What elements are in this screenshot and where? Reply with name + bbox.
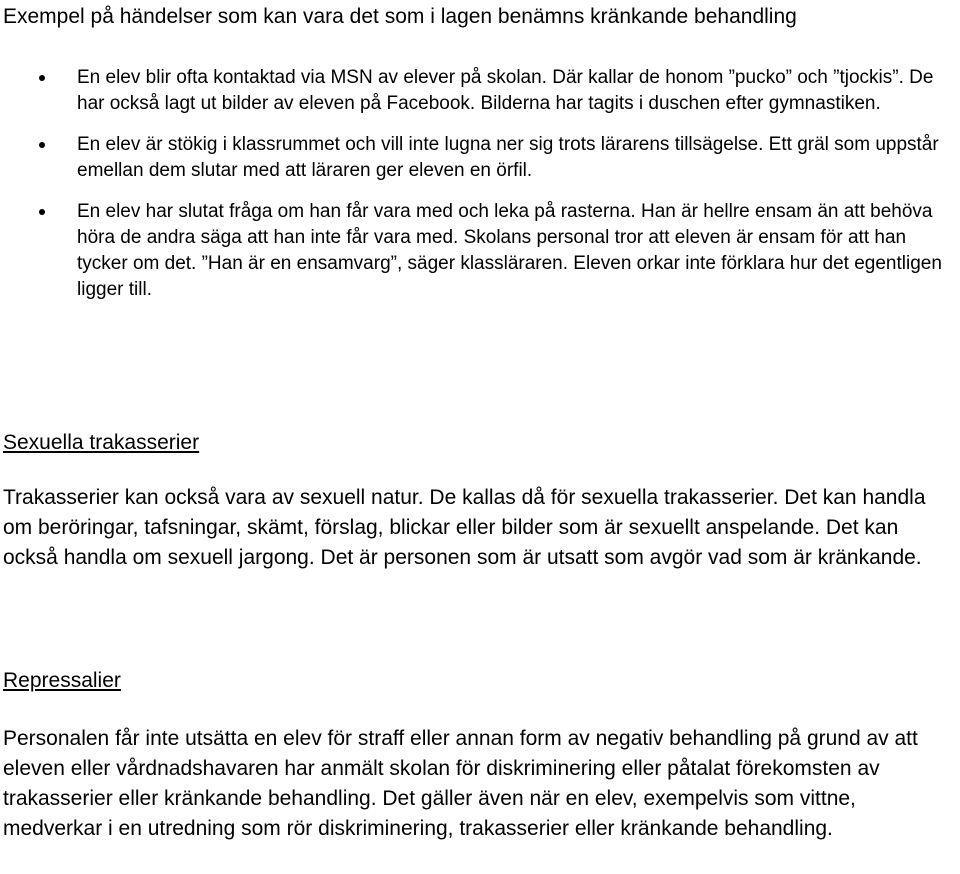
example-list (0, 65, 960, 318)
list-item (0, 199, 957, 303)
section-body-sexual-harassment: Trakasserier kan också vara av sexuell natur. De kallas då för sexuella trakasserier. Det kan handla om beröringar, tafsningar, skämt, förslag, blickar eller bilder som är sexuellt anspelande. Det kan också handla om sexuell jargong. Det är personen som är utsatt som avgör vad som är kränkande. (3, 486, 926, 570)
bullet-icon (39, 209, 45, 215)
list-item (0, 65, 957, 117)
list-item (0, 132, 957, 184)
bullet-icon (39, 142, 45, 148)
list-item-text: En elev blir ofta kontaktad via MSN av elever på skolan. Där kallar de honom ”pucko” och ”tjockis”. De har också lagt ut bilder av eleven på Facebook. Bilderna har tagits i duschen efter gymnastiken. (77, 67, 934, 114)
bullet-icon (39, 75, 45, 81)
section-body-reprisals: Personalen får inte utsätta en elev för straff eller annan form av negativ behandling på grund av att eleven eller vårdnadshavaren har anmält skolan för diskriminering eller påtalat förekomsten av trakasserier eller kränkande behandling. Det gäller även när en elev, exempelvis som vittne, medverkar i en utredning som rör diskriminering, trakasserier eller kränkande behandling. (3, 727, 918, 840)
intro-paragraph: Exempel på händelser som kan vara det som i lagen benämns kränkande behandling (3, 5, 797, 28)
section-heading-reprisals: Repressalier (3, 669, 121, 692)
list-item-text: En elev är stökig i klassrummet och vill inte lugna ner sig trots lärarens tillsägelse. Ett gräl som uppstår emellan dem slutar med att läraren ger eleven en örfil. (77, 134, 939, 181)
section-heading-sexual-harassment: Sexuella trakasserier (3, 431, 200, 454)
list-item-text: En elev har slutat fråga om han får vara med och leka på rasterna. Han är hellre ensam än att behöva höra de andra säga att han inte får vara med. Skolans personal tror att eleven är ensam för att han tycker om det. ”Han är en ensamvarg”, säger klassläraren. Eleven orkar inte förklara hur det egentligen ligger till. (77, 201, 942, 300)
